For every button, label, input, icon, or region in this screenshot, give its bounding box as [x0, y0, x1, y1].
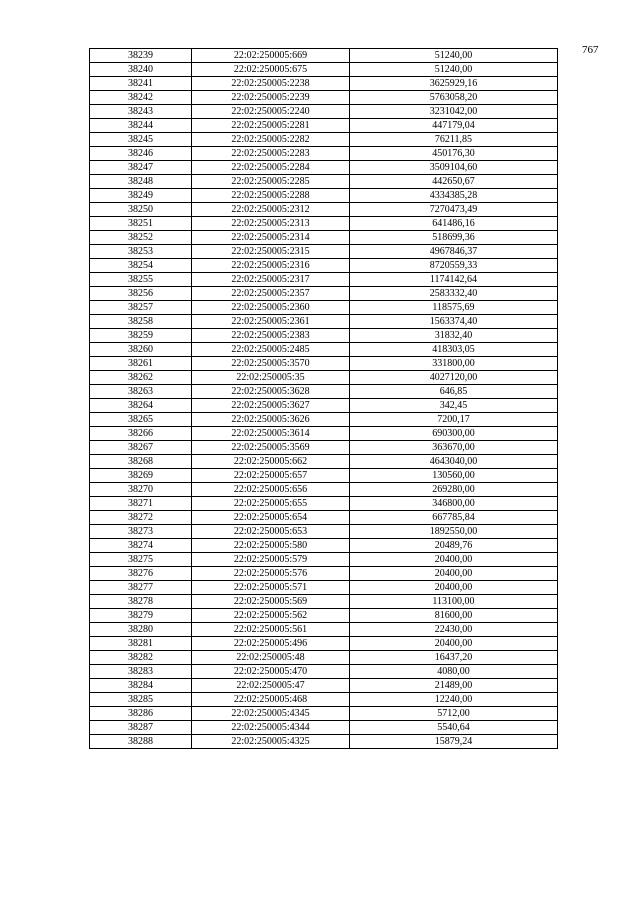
value-cell: 518699,36 [350, 231, 558, 245]
table-row [90, 329, 558, 343]
value-cell: 346800,00 [350, 497, 558, 511]
table-row [90, 259, 558, 273]
table-row [90, 91, 558, 105]
value-cell: 130560,00 [350, 469, 558, 483]
cadastral-number-cell: 22:02:250005:2485 [192, 343, 350, 357]
table-row [90, 623, 558, 637]
row-number-cell: 38247 [90, 161, 192, 175]
value-cell: 641486,16 [350, 217, 558, 231]
value-cell: 16437,20 [350, 651, 558, 665]
table-row [90, 63, 558, 77]
row-number-cell: 38275 [90, 553, 192, 567]
cadastral-number-cell: 22:02:250005:562 [192, 609, 350, 623]
row-number-cell: 38269 [90, 469, 192, 483]
row-number-cell: 38267 [90, 441, 192, 455]
table-row [90, 721, 558, 735]
row-number-cell: 38286 [90, 707, 192, 721]
table-row [90, 161, 558, 175]
cadastral-number-cell: 22:02:250005:2284 [192, 161, 350, 175]
table-row [90, 133, 558, 147]
cadastral-number-cell: 22:02:250005:48 [192, 651, 350, 665]
table-row [90, 189, 558, 203]
table-row [90, 483, 558, 497]
cadastral-number-cell: 22:02:250005:3569 [192, 441, 350, 455]
table-row [90, 217, 558, 231]
table-row [90, 413, 558, 427]
cadastral-number-cell: 22:02:250005:496 [192, 637, 350, 651]
row-number-cell: 38252 [90, 231, 192, 245]
value-cell: 646,85 [350, 385, 558, 399]
value-cell: 1563374,40 [350, 315, 558, 329]
cadastral-number-cell: 22:02:250005:2283 [192, 147, 350, 161]
cadastral-number-cell: 22:02:250005:2360 [192, 301, 350, 315]
cadastral-number-cell: 22:02:250005:2317 [192, 273, 350, 287]
row-number-cell: 38248 [90, 175, 192, 189]
row-number-cell: 38250 [90, 203, 192, 217]
cadastral-number-cell: 22:02:250005:2285 [192, 175, 350, 189]
table-row [90, 539, 558, 553]
cadastral-number-cell: 22:02:250005:2315 [192, 245, 350, 259]
row-number-cell: 38282 [90, 651, 192, 665]
cadastral-number-cell: 22:02:250005:662 [192, 455, 350, 469]
cadastral-number-cell: 22:02:250005:2314 [192, 231, 350, 245]
row-number-cell: 38272 [90, 511, 192, 525]
cadastral-number-cell: 22:02:250005:580 [192, 539, 350, 553]
table-row [90, 287, 558, 301]
value-cell: 269280,00 [350, 483, 558, 497]
row-number-cell: 38260 [90, 343, 192, 357]
row-number-cell: 38271 [90, 497, 192, 511]
value-cell: 5763058,20 [350, 91, 558, 105]
value-cell: 20489,76 [350, 539, 558, 553]
value-cell: 7270473,49 [350, 203, 558, 217]
row-number-cell: 38254 [90, 259, 192, 273]
table-row [90, 315, 558, 329]
table-row [90, 609, 558, 623]
table-row [90, 77, 558, 91]
value-cell: 331800,00 [350, 357, 558, 371]
value-cell: 1892550,00 [350, 525, 558, 539]
value-cell: 76211,85 [350, 133, 558, 147]
row-number-cell: 38240 [90, 63, 192, 77]
table-row [90, 651, 558, 665]
cadastral-number-cell: 22:02:250005:4325 [192, 735, 350, 749]
row-number-cell: 38242 [90, 91, 192, 105]
value-cell: 363670,00 [350, 441, 558, 455]
cadastral-number-cell: 22:02:250005:2281 [192, 119, 350, 133]
value-cell: 2583332,40 [350, 287, 558, 301]
row-number-cell: 38285 [90, 693, 192, 707]
table-row [90, 301, 558, 315]
cadastral-number-cell: 22:02:250005:669 [192, 49, 350, 63]
value-cell: 20400,00 [350, 553, 558, 567]
table-row [90, 511, 558, 525]
value-cell: 4334385,28 [350, 189, 558, 203]
row-number-cell: 38255 [90, 273, 192, 287]
cadastral-number-cell: 22:02:250005:656 [192, 483, 350, 497]
row-number-cell: 38262 [90, 371, 192, 385]
value-cell: 21489,00 [350, 679, 558, 693]
table-row [90, 147, 558, 161]
cadastral-number-cell: 22:02:250005:2288 [192, 189, 350, 203]
row-number-cell: 38245 [90, 133, 192, 147]
row-number-cell: 38239 [90, 49, 192, 63]
cadastral-number-cell: 22:02:250005:3570 [192, 357, 350, 371]
value-cell: 51240,00 [350, 49, 558, 63]
cadastral-number-cell: 22:02:250005:2282 [192, 133, 350, 147]
row-number-cell: 38263 [90, 385, 192, 399]
row-number-cell: 38241 [90, 77, 192, 91]
row-number-cell: 38266 [90, 427, 192, 441]
value-cell: 15879,24 [350, 735, 558, 749]
row-number-cell: 38258 [90, 315, 192, 329]
cadastral-number-cell: 22:02:250005:3614 [192, 427, 350, 441]
cadastral-number-cell: 22:02:250005:579 [192, 553, 350, 567]
row-number-cell: 38268 [90, 455, 192, 469]
cadastral-number-cell: 22:02:250005:3626 [192, 413, 350, 427]
value-cell: 4027120,00 [350, 371, 558, 385]
value-cell: 5712,00 [350, 707, 558, 721]
value-cell: 4080,00 [350, 665, 558, 679]
row-number-cell: 38279 [90, 609, 192, 623]
cadastral-number-cell: 22:02:250005:654 [192, 511, 350, 525]
row-number-cell: 38265 [90, 413, 192, 427]
value-cell: 20400,00 [350, 581, 558, 595]
table-row [90, 203, 558, 217]
value-cell: 3625929,16 [350, 77, 558, 91]
cadastral-number-cell: 22:02:250005:4344 [192, 721, 350, 735]
value-cell: 450176,30 [350, 147, 558, 161]
table-row [90, 567, 558, 581]
table-row [90, 427, 558, 441]
row-number-cell: 38261 [90, 357, 192, 371]
table-row [90, 399, 558, 413]
table-row [90, 469, 558, 483]
cadastral-number-cell: 22:02:250005:571 [192, 581, 350, 595]
cadastral-number-cell: 22:02:250005:3627 [192, 399, 350, 413]
value-cell: 3231042,00 [350, 105, 558, 119]
row-number-cell: 38274 [90, 539, 192, 553]
row-number-cell: 38253 [90, 245, 192, 259]
value-cell: 418303,05 [350, 343, 558, 357]
cadastral-number-cell: 22:02:250005:657 [192, 469, 350, 483]
table-row [90, 231, 558, 245]
value-cell: 12240,00 [350, 693, 558, 707]
table-row [90, 441, 558, 455]
row-number-cell: 38270 [90, 483, 192, 497]
table-row [90, 595, 558, 609]
row-number-cell: 38281 [90, 637, 192, 651]
row-number-cell: 38277 [90, 581, 192, 595]
cadastral-number-cell: 22:02:250005:2239 [192, 91, 350, 105]
table-row [90, 637, 558, 651]
cadastral-number-cell: 22:02:250005:470 [192, 665, 350, 679]
cadastral-number-cell: 22:02:250005:2316 [192, 259, 350, 273]
row-number-cell: 38273 [90, 525, 192, 539]
row-number-cell: 38280 [90, 623, 192, 637]
cadastral-number-cell: 22:02:250005:3628 [192, 385, 350, 399]
table-row [90, 175, 558, 189]
table-row [90, 49, 558, 63]
cadastral-number-cell: 22:02:250005:655 [192, 497, 350, 511]
row-number-cell: 38257 [90, 301, 192, 315]
value-cell: 31832,40 [350, 329, 558, 343]
table-row [90, 497, 558, 511]
table-row [90, 735, 558, 749]
cadastral-number-cell: 22:02:250005:561 [192, 623, 350, 637]
cadastral-number-cell: 22:02:250005:675 [192, 63, 350, 77]
row-number-cell: 38276 [90, 567, 192, 581]
cadastral-number-cell: 22:02:250005:47 [192, 679, 350, 693]
row-number-cell: 38288 [90, 735, 192, 749]
cadastral-number-cell: 22:02:250005:2238 [192, 77, 350, 91]
page-number: 767 [582, 44, 599, 56]
row-number-cell: 38259 [90, 329, 192, 343]
table-row [90, 385, 558, 399]
cadastral-number-cell: 22:02:250005:2357 [192, 287, 350, 301]
row-number-cell: 38287 [90, 721, 192, 735]
value-cell: 667785,84 [350, 511, 558, 525]
cadastral-number-cell: 22:02:250005:2313 [192, 217, 350, 231]
table-row [90, 105, 558, 119]
value-cell: 447179,04 [350, 119, 558, 133]
table-row [90, 693, 558, 707]
table-row [90, 665, 558, 679]
row-number-cell: 38264 [90, 399, 192, 413]
value-cell: 5540,64 [350, 721, 558, 735]
value-cell: 118575,69 [350, 301, 558, 315]
cadastral-number-cell: 22:02:250005:468 [192, 693, 350, 707]
row-number-cell: 38244 [90, 119, 192, 133]
table-row [90, 707, 558, 721]
cadastral-number-cell: 22:02:250005:576 [192, 567, 350, 581]
cadastral-number-cell: 22:02:250005:2383 [192, 329, 350, 343]
cadastral-number-cell: 22:02:250005:4345 [192, 707, 350, 721]
table-row [90, 119, 558, 133]
table-row [90, 245, 558, 259]
cadastral-number-cell: 22:02:250005:2312 [192, 203, 350, 217]
row-number-cell: 38251 [90, 217, 192, 231]
table-row [90, 343, 558, 357]
value-cell: 7200,17 [350, 413, 558, 427]
value-cell: 20400,00 [350, 637, 558, 651]
row-number-cell: 38256 [90, 287, 192, 301]
value-cell: 442650,67 [350, 175, 558, 189]
row-number-cell: 38284 [90, 679, 192, 693]
row-number-cell: 38246 [90, 147, 192, 161]
value-cell: 4643040,00 [350, 455, 558, 469]
row-number-cell: 38283 [90, 665, 192, 679]
cadastral-number-cell: 22:02:250005:2240 [192, 105, 350, 119]
table-row [90, 371, 558, 385]
value-cell: 8720559,33 [350, 259, 558, 273]
row-number-cell: 38249 [90, 189, 192, 203]
value-cell: 22430,00 [350, 623, 558, 637]
cadastral-number-cell: 22:02:250005:35 [192, 371, 350, 385]
table-row [90, 581, 558, 595]
table-row [90, 273, 558, 287]
value-cell: 690300,00 [350, 427, 558, 441]
value-cell: 1174142,64 [350, 273, 558, 287]
table-row [90, 679, 558, 693]
value-cell: 81600,00 [350, 609, 558, 623]
row-number-cell: 38278 [90, 595, 192, 609]
table-row [90, 455, 558, 469]
table-row [90, 525, 558, 539]
value-cell: 342,45 [350, 399, 558, 413]
cadastral-number-cell: 22:02:250005:2361 [192, 315, 350, 329]
value-cell: 20400,00 [350, 567, 558, 581]
table-row [90, 357, 558, 371]
value-cell: 4967846,37 [350, 245, 558, 259]
value-cell: 51240,00 [350, 63, 558, 77]
cadastral-number-cell: 22:02:250005:653 [192, 525, 350, 539]
table-row [90, 553, 558, 567]
table-body [90, 49, 558, 749]
value-cell: 3509104,60 [350, 161, 558, 175]
row-number-cell: 38243 [90, 105, 192, 119]
cadastral-number-cell: 22:02:250005:569 [192, 595, 350, 609]
value-cell: 113100,00 [350, 595, 558, 609]
data-table [89, 48, 558, 749]
